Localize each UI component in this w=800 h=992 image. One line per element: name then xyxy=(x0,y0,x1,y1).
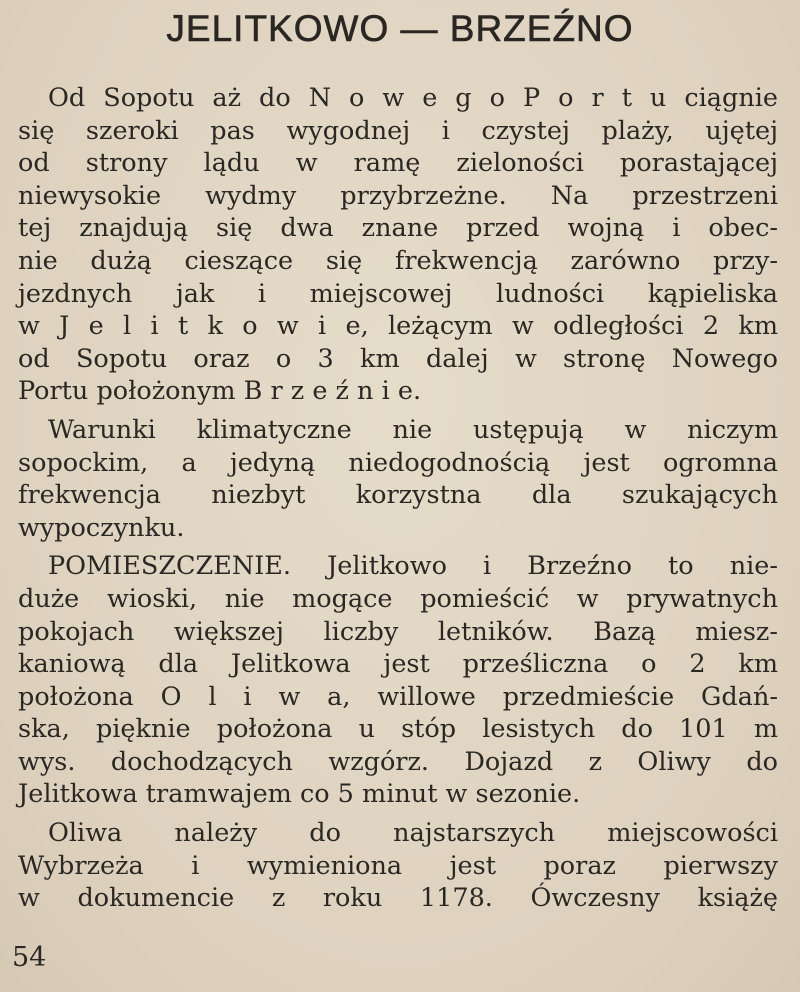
text-line: w J e l i t k o w i e, leżącym w odległości 2 km xyxy=(18,311,778,342)
text-line: Wybrzeża i wymieniona jest poraz pierwszy xyxy=(18,850,778,881)
text-line: sopockim, a jedyną niedogodnością jest ogromna xyxy=(18,447,778,478)
page-number: 54 xyxy=(12,942,47,973)
text-line: nie dużą cieszące się frekwencją zarówno przy- xyxy=(18,245,778,276)
text-line: Jelitkowa tramwajem co 5 minut w sezonie. xyxy=(18,779,581,810)
paragraph-2 xyxy=(18,414,778,544)
text-line: w dokumencie z roku 1178. Ówczesny książę xyxy=(18,883,778,914)
text-line: POMIESZCZENIE. Jelitkowo i Brzeźno to nie- xyxy=(48,551,778,582)
text-line: wys. dochodzących wzgórz. Dojazd z Oliwy do xyxy=(18,746,778,777)
text-line: Portu położonym B r z e ź n i e. xyxy=(18,376,422,407)
paragraph-4 xyxy=(18,817,778,915)
text-line: niewysokie wydmy przybrzeżne. Na przestrzeni xyxy=(18,180,778,211)
text-line: ska, pięknie położona u stóp lesistych do 101 m xyxy=(18,714,778,745)
text-line: Od Sopotu aż do N o w e g o P o r t u ciągnie xyxy=(48,83,778,113)
text-line: frekwencja niezbyt korzystna dla szukających xyxy=(18,480,778,511)
text-line: od Sopotu oraz o 3 km dalej w stronę Nowego xyxy=(18,343,778,374)
text-line: położona O l i w a, willowe przedmieście Gdań- xyxy=(18,681,778,712)
paragraph-1 xyxy=(18,82,778,408)
paragraph-3 xyxy=(18,550,778,811)
text-line: pokojach większej liczby letników. Bazą miesz- xyxy=(18,616,778,647)
text-line: Warunki klimatyczne nie ustępują w niczym xyxy=(48,414,778,445)
chapter-title: JELITKOWO — BRZEŹNO xyxy=(166,8,634,49)
text-line: kaniową dla Jelitkowa jest prześliczna o 2 km xyxy=(18,649,778,680)
text-line: jezdnych jak i miejscowej ludności kąpieliska xyxy=(18,278,778,309)
text-line: wypoczynku. xyxy=(18,512,185,543)
text-line: się szeroki pas wygodnej i czystej plaży, ujętej xyxy=(18,115,778,146)
body-text xyxy=(18,82,778,921)
text-line: duże wioski, nie mogące pomieścić w prywatnych xyxy=(18,583,778,614)
text-line: tej znajdują się dwa znane przed wojną i obec- xyxy=(18,213,778,244)
text-line: Oliwa należy do najstarszych miejscowości xyxy=(48,818,778,849)
text-line: od strony lądu w ramę zieloności porastającej xyxy=(18,148,778,179)
